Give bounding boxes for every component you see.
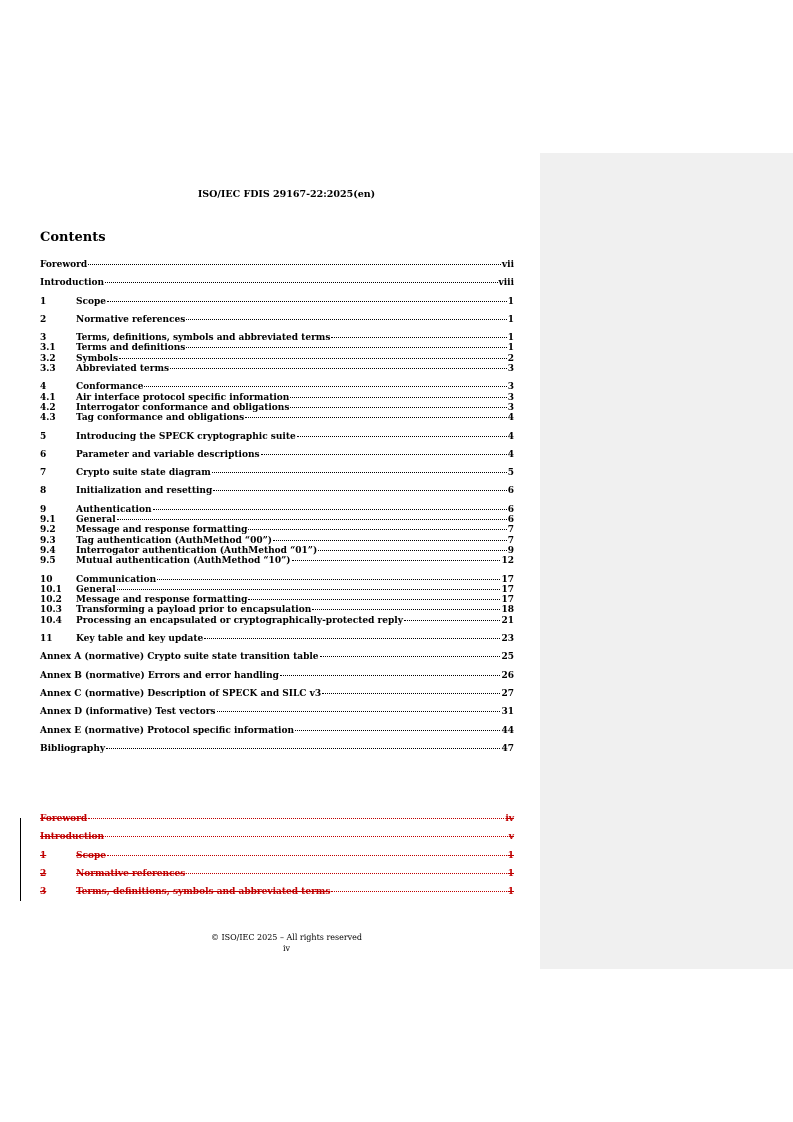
document-header: ISO/IEC FDIS 29167-22:2025(en) bbox=[197, 189, 376, 200]
toc-entry-page: 1 bbox=[507, 296, 514, 307]
toc-entry-number: 11 bbox=[40, 634, 53, 645]
toc-entry-title: Message and response formatting bbox=[76, 525, 248, 536]
dot-leader bbox=[157, 579, 500, 580]
toc-entry-title: General bbox=[76, 515, 116, 526]
dot-leader bbox=[312, 609, 500, 610]
table-of-contents bbox=[40, 260, 514, 754]
toc-entry-title: Annex C (normative) Description of SPECK and SILC v3 bbox=[40, 688, 322, 699]
toc-entry-title: Processing an encapsulated or cryptographically-protected reply bbox=[76, 615, 403, 626]
dot-leader bbox=[105, 836, 508, 837]
toc-entry[interactable] bbox=[40, 546, 514, 556]
toc-entry-number: 9.4 bbox=[40, 545, 56, 556]
toc-entry-page: 17 bbox=[501, 595, 514, 606]
toc-entry[interactable] bbox=[40, 343, 514, 353]
toc-entry[interactable] bbox=[40, 634, 514, 644]
toc-entry-page: 25 bbox=[501, 652, 514, 663]
toc-entry-number: 1 bbox=[40, 850, 47, 861]
toc-entry-page: 1 bbox=[507, 850, 514, 861]
toc-entry[interactable] bbox=[40, 595, 514, 605]
dot-leader bbox=[186, 319, 506, 320]
dot-leader bbox=[295, 730, 500, 731]
toc-entry-page: 17 bbox=[501, 574, 514, 585]
change-bar bbox=[20, 818, 21, 901]
dot-leader bbox=[318, 550, 507, 551]
toc-entry-number: 3 bbox=[40, 887, 47, 898]
toc-entry[interactable] bbox=[40, 652, 514, 662]
toc-entry-title: Scope bbox=[76, 296, 107, 307]
dot-leader bbox=[322, 693, 500, 694]
toc-entry-page: 2 bbox=[507, 353, 514, 364]
toc-entry-page: 1 bbox=[507, 887, 514, 898]
toc-entry[interactable] bbox=[40, 671, 514, 681]
toc-entry-title: Foreword bbox=[40, 814, 88, 824]
toc-entry-number: 7 bbox=[40, 468, 47, 479]
dot-leader bbox=[170, 368, 507, 369]
dot-leader bbox=[153, 509, 507, 510]
page-number: iv bbox=[282, 944, 291, 953]
toc-entry-number: 2 bbox=[40, 868, 47, 879]
toc-entry-page: 3 bbox=[507, 364, 514, 375]
dot-leader bbox=[261, 454, 507, 455]
toc-entry-title: Annex A (normative) Crypto suite state transition table bbox=[40, 652, 319, 663]
toc-entry[interactable] bbox=[40, 505, 514, 515]
toc-entry-title: Air interface protocol specific information bbox=[76, 392, 290, 403]
toc-entry-page: 9 bbox=[507, 545, 514, 556]
toc-entry[interactable] bbox=[40, 515, 514, 525]
toc-entry-title: Terms and definitions bbox=[76, 343, 186, 354]
dot-leader bbox=[212, 472, 507, 473]
toc-entry-page: v bbox=[508, 832, 514, 843]
toc-entry[interactable] bbox=[40, 354, 514, 364]
toc-entry-number: 4 bbox=[40, 382, 47, 393]
toc-entry-title: General bbox=[76, 584, 116, 595]
toc-entry-number: 9.1 bbox=[40, 515, 56, 526]
dot-leader bbox=[292, 560, 501, 561]
toc-entry-title: Introduction bbox=[40, 832, 105, 843]
toc-entry-number: 9.5 bbox=[40, 556, 56, 567]
toc-entry-title: Normative references bbox=[76, 314, 186, 325]
comment-pane bbox=[540, 153, 793, 969]
dot-leader bbox=[107, 301, 507, 302]
toc-entry-page: vii bbox=[501, 260, 514, 270]
toc-entry[interactable] bbox=[40, 525, 514, 535]
toc-entry-title: Authentication bbox=[76, 504, 152, 515]
toc-entry-title: Normative references bbox=[76, 868, 186, 879]
dot-leader bbox=[106, 748, 500, 749]
dot-leader bbox=[213, 490, 506, 491]
toc-entry-title: Foreword bbox=[40, 260, 88, 270]
deleted-toc-entry[interactable] bbox=[40, 887, 514, 897]
toc-entry-page: 12 bbox=[501, 556, 514, 567]
toc-entry-page: iv bbox=[505, 814, 514, 824]
deleted-toc-entry[interactable] bbox=[40, 851, 514, 861]
dot-leader bbox=[280, 675, 501, 676]
dot-leader bbox=[105, 282, 497, 283]
toc-entry-page: 4 bbox=[507, 449, 514, 460]
dot-leader bbox=[273, 540, 507, 541]
toc-entry[interactable] bbox=[40, 315, 514, 325]
dot-leader bbox=[297, 436, 507, 437]
toc-entry[interactable] bbox=[40, 536, 514, 546]
toc-entry-page: 6 bbox=[507, 486, 514, 497]
toc-entry-number: 3 bbox=[40, 333, 47, 344]
toc-entry-number: 1 bbox=[40, 296, 47, 307]
dot-leader bbox=[290, 407, 506, 408]
toc-entry-page: 7 bbox=[507, 535, 514, 546]
toc-entry-title: Interrogator conformance and obligations bbox=[76, 402, 290, 413]
dot-leader bbox=[320, 656, 501, 657]
dot-leader bbox=[204, 638, 500, 639]
toc-entry[interactable] bbox=[40, 556, 514, 566]
toc-entry[interactable] bbox=[40, 333, 514, 343]
contents-title: Contents bbox=[40, 230, 106, 245]
dot-leader bbox=[119, 358, 507, 359]
toc-entry[interactable] bbox=[40, 450, 514, 460]
dot-leader bbox=[144, 386, 506, 387]
toc-entry[interactable] bbox=[40, 403, 514, 413]
toc-entry-title: Terms, definitions, symbols and abbreviated terms bbox=[76, 333, 331, 344]
deleted-toc-entry[interactable] bbox=[40, 814, 514, 824]
toc-entry-page: viii bbox=[498, 278, 514, 289]
toc-entry-number: 9 bbox=[40, 504, 47, 515]
toc-entry-number: 8 bbox=[40, 486, 47, 497]
toc-entry[interactable] bbox=[40, 468, 514, 478]
toc-entry-number: 6 bbox=[40, 449, 47, 460]
toc-entry[interactable] bbox=[40, 432, 514, 442]
toc-entry-title: Communication bbox=[76, 574, 157, 585]
toc-entry-page: 1 bbox=[507, 333, 514, 344]
toc-entry-title: Annex D (informative) Test vectors bbox=[40, 707, 216, 718]
toc-entry-page: 1 bbox=[507, 868, 514, 879]
toc-entry[interactable] bbox=[40, 575, 514, 585]
toc-entry-title: Symbols bbox=[76, 353, 119, 364]
toc-entry-number: 10.3 bbox=[40, 605, 62, 616]
toc-entry-page: 47 bbox=[501, 743, 514, 754]
toc-entry-page: 1 bbox=[507, 314, 514, 325]
toc-entry-title: Tag authentication (AuthMethod “00”) bbox=[76, 535, 273, 546]
toc-entry-page: 7 bbox=[507, 525, 514, 536]
toc-entry-title: Abbreviated terms bbox=[76, 364, 170, 375]
toc-entry-page: 17 bbox=[501, 584, 514, 595]
toc-entry-number: 9.2 bbox=[40, 525, 56, 536]
toc-entry-title: Initialization and resetting bbox=[76, 486, 213, 497]
toc-entry-title: Bibliography bbox=[40, 743, 106, 754]
toc-entry-page: 1 bbox=[507, 343, 514, 354]
toc-entry-page: 21 bbox=[501, 615, 514, 626]
deleted-toc-entry[interactable] bbox=[40, 869, 514, 879]
dot-leader bbox=[117, 589, 501, 590]
toc-entry[interactable] bbox=[40, 260, 514, 270]
toc-entry-title: Scope bbox=[76, 850, 107, 861]
toc-entry-title: Tag conformance and obligations bbox=[76, 413, 245, 424]
toc-entry-number: 10.4 bbox=[40, 615, 62, 626]
toc-entry-page: 27 bbox=[501, 688, 514, 699]
copyright-notice: © ISO/IEC 2025 – All rights reserved bbox=[210, 933, 363, 942]
dot-leader bbox=[117, 519, 507, 520]
toc-entry-page: 31 bbox=[501, 707, 514, 718]
toc-entry[interactable] bbox=[40, 364, 514, 374]
toc-entry-page: 3 bbox=[507, 382, 514, 393]
toc-entry-page: 18 bbox=[501, 605, 514, 616]
dot-leader bbox=[186, 347, 506, 348]
toc-entry-title: Message and response formatting bbox=[76, 595, 248, 606]
deleted-toc-block bbox=[40, 814, 514, 897]
toc-entry[interactable] bbox=[40, 413, 514, 423]
toc-entry[interactable] bbox=[40, 744, 514, 754]
toc-entry[interactable] bbox=[40, 297, 514, 307]
dot-leader bbox=[88, 818, 504, 819]
toc-entry-number: 3.1 bbox=[40, 343, 56, 354]
toc-entry-page: 6 bbox=[507, 504, 514, 515]
toc-entry-page: 4 bbox=[507, 431, 514, 442]
toc-entry-title: Key table and key update bbox=[76, 634, 204, 645]
toc-entry[interactable] bbox=[40, 382, 514, 392]
page-footer bbox=[40, 932, 533, 954]
toc-entry-number: 4.2 bbox=[40, 402, 56, 413]
toc-entry-page: 26 bbox=[501, 670, 514, 681]
toc-entry[interactable] bbox=[40, 689, 514, 699]
toc-entry-page: 44 bbox=[501, 725, 514, 736]
toc-entry-number: 3.2 bbox=[40, 353, 56, 364]
toc-entry-number: 2 bbox=[40, 314, 47, 325]
toc-entry-title: Parameter and variable descriptions bbox=[76, 449, 260, 460]
toc-entry[interactable] bbox=[40, 585, 514, 595]
toc-entry[interactable] bbox=[40, 486, 514, 496]
toc-entry-number: 3.3 bbox=[40, 364, 56, 375]
toc-entry[interactable] bbox=[40, 616, 514, 626]
toc-entry-title: Conformance bbox=[76, 382, 144, 393]
toc-entry-number: 4.1 bbox=[40, 392, 56, 403]
toc-entry-number: 10.1 bbox=[40, 584, 62, 595]
dot-leader bbox=[217, 711, 501, 712]
toc-entry-page: 3 bbox=[507, 392, 514, 403]
dot-leader bbox=[248, 529, 506, 530]
toc-entry[interactable] bbox=[40, 707, 514, 717]
toc-entry-title: Crypto suite state diagram bbox=[76, 468, 211, 479]
toc-entry[interactable] bbox=[40, 393, 514, 403]
dot-leader bbox=[331, 891, 506, 892]
toc-entry-page: 23 bbox=[501, 634, 514, 645]
toc-entry-page: 6 bbox=[507, 515, 514, 526]
toc-entry-number: 4.3 bbox=[40, 413, 56, 424]
toc-entry[interactable] bbox=[40, 726, 514, 736]
toc-entry-number: 10 bbox=[40, 574, 53, 585]
toc-entry-title: Terms, definitions, symbols and abbreviated terms bbox=[76, 887, 331, 898]
toc-entry-title: Annex E (normative) Protocol specific information bbox=[40, 725, 295, 736]
toc-entry[interactable] bbox=[40, 605, 514, 615]
toc-entry-title: Annex B (normative) Errors and error handling bbox=[40, 670, 279, 681]
toc-entry-title: Transforming a payload prior to encapsulation bbox=[76, 605, 312, 616]
dot-leader bbox=[186, 873, 506, 874]
toc-entry-number: 10.2 bbox=[40, 595, 62, 606]
dot-leader bbox=[107, 855, 507, 856]
toc-entry-number: 5 bbox=[40, 431, 47, 442]
toc-entry-title: Introducing the SPECK cryptographic suite bbox=[76, 431, 296, 442]
toc-entry[interactable] bbox=[40, 278, 514, 288]
dot-leader bbox=[88, 264, 501, 265]
dot-leader bbox=[331, 337, 506, 338]
toc-entry-page: 4 bbox=[507, 413, 514, 424]
toc-entry-title: Introduction bbox=[40, 278, 105, 289]
toc-entry-page: 5 bbox=[507, 468, 514, 479]
toc-entry-number: 9.3 bbox=[40, 535, 56, 546]
dot-leader bbox=[404, 620, 501, 621]
dot-leader bbox=[245, 417, 507, 418]
dot-leader bbox=[290, 397, 506, 398]
dot-leader bbox=[248, 599, 500, 600]
toc-entry-title: Interrogator authentication (AuthMethod “01”) bbox=[76, 545, 318, 556]
toc-entry-title: Mutual authentication (AuthMethod “10”) bbox=[76, 556, 291, 567]
toc-entry-page: 3 bbox=[507, 402, 514, 413]
deleted-toc-entry[interactable] bbox=[40, 832, 514, 842]
